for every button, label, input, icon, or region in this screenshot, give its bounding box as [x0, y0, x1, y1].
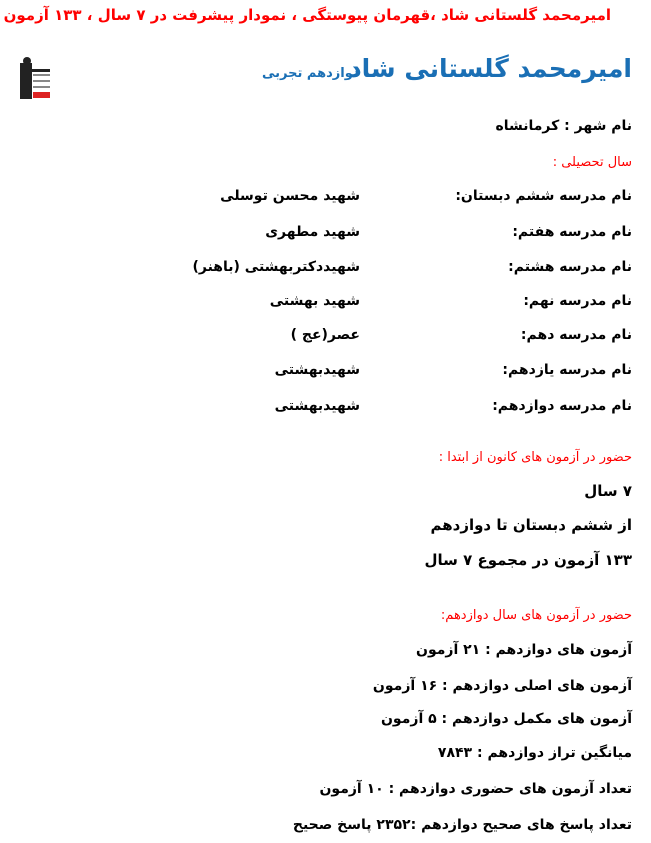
- grade12-line: آزمون های اصلی دوازدهم : ۱۶ آزمون: [372, 678, 632, 694]
- grade12-line: تعداد پاسخ های صحیح دوازدهم :۲۳۵۲ پاسخ صحیح: [292, 817, 632, 833]
- grade12-heading: حضور در آزمون های سال دوازدهم:: [440, 608, 632, 623]
- school-value: شهید محسن توسلی: [220, 188, 360, 204]
- city: نام شهر : کرمانشاه: [495, 118, 632, 134]
- grade12-line: آزمون های مکمل دوازدهم : ۵ آزمون: [380, 711, 632, 727]
- grade12-line: میانگین تراز دوازدهم : ۷۸۴۳: [437, 745, 632, 761]
- school-label: نام مدرسه دوازدهم:: [492, 398, 632, 414]
- school-label: نام مدرسه نهم:: [523, 293, 632, 309]
- school-label: نام مدرسه هشتم:: [508, 259, 632, 275]
- school-value: عصر(عج ): [290, 327, 360, 343]
- school-value: شهید مطهری: [265, 224, 360, 240]
- kanoon-line: ۱۳۳ آزمون در مجموع ۷ سال: [424, 551, 632, 569]
- school-label: نام مدرسه دهم:: [520, 327, 632, 343]
- school-label: نام مدرسه یازدهم:: [502, 362, 632, 378]
- kanoon-heading: حضور در آزمون های کانون از ابتدا :: [438, 450, 632, 465]
- school-value: شهیدبهشتی: [274, 362, 360, 378]
- kanoon-line: از ششم دبستان تا دوازدهم: [430, 516, 632, 534]
- grade12-line: تعداد آزمون های حضوری دوازدهم : ۱۰ آزمون: [319, 781, 632, 797]
- school-label: نام مدرسه هفتم:: [512, 224, 632, 240]
- school-value: شهیدبهشتی: [274, 398, 360, 414]
- school-value: شهیددکتربهشتی (باهنر): [192, 259, 360, 275]
- grade12-line: آزمون های دوازدهم : ۲۱ آزمون: [416, 642, 632, 658]
- academic-year-heading: سال تحصیلی :: [552, 155, 632, 170]
- student-grade: دوازدهم تجربی: [262, 66, 360, 81]
- student-name: امیرمحمد گلستانی شاد: [348, 54, 632, 83]
- page-title: امیرمحمد گلستانی شاد ،قهرمان پیوستگی ، نمودار پیشرفت در ۷ سال ، ۱۳۳ آزمون: [3, 6, 611, 24]
- kanoon-line: ۷ سال: [584, 482, 632, 500]
- school-value: شهید بهشتی: [269, 293, 360, 309]
- school-label: نام مدرسه ششم دبستان:: [455, 188, 632, 204]
- kanoon-logo: [18, 55, 52, 101]
